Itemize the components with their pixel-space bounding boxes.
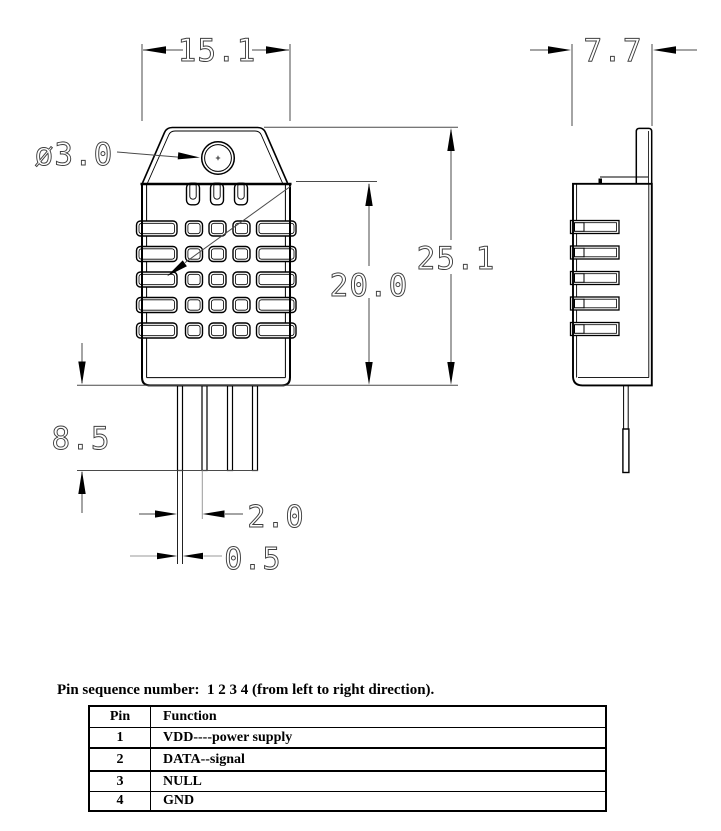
dim-depth-label: 7.7 (583, 33, 643, 69)
table-row (89, 728, 606, 749)
dim-hole-label: ø3.0 (34, 137, 114, 173)
side-view (571, 128, 653, 472)
dim-pin-length-label: 8.5 (51, 421, 111, 457)
header-function: Function (151, 706, 607, 728)
dim-pin-pitch-label: 2.0 (247, 500, 305, 535)
side-cap-strip (636, 128, 651, 183)
dim-body-height-label: 20.0 (329, 268, 409, 304)
pin-function: NULL (151, 771, 607, 792)
table-row (89, 771, 606, 792)
dim-pin-width (130, 542, 282, 577)
table-row (89, 792, 606, 812)
pin-number: 3 (89, 771, 151, 792)
pin-function: DATA--signal (151, 748, 607, 771)
pin-number: 2 (89, 748, 151, 771)
front-pins (178, 386, 258, 471)
table-header-row (89, 706, 606, 728)
dim-total-height-label: 25.1 (416, 241, 496, 277)
pin-function: GND (151, 792, 607, 812)
dim-width (142, 33, 290, 121)
table-caption: Pin sequence number: 1 2 3 4 (from left to right direction). (57, 682, 435, 698)
dim-width-label: 15.1 (177, 33, 257, 69)
pin-table (88, 705, 607, 812)
pin-function: VDD----power supply (151, 728, 607, 749)
dim-pin-width-label: 0.5 (224, 542, 282, 577)
dim-body-height (296, 182, 408, 385)
pin-number: 1 (89, 728, 151, 749)
side-pin (623, 386, 629, 473)
pin-number: 4 (89, 792, 151, 812)
dim-hole (35, 137, 200, 173)
table-row (89, 748, 606, 771)
header-pin: Pin (89, 706, 151, 728)
front-view (137, 128, 297, 471)
dim-depth (530, 33, 697, 126)
